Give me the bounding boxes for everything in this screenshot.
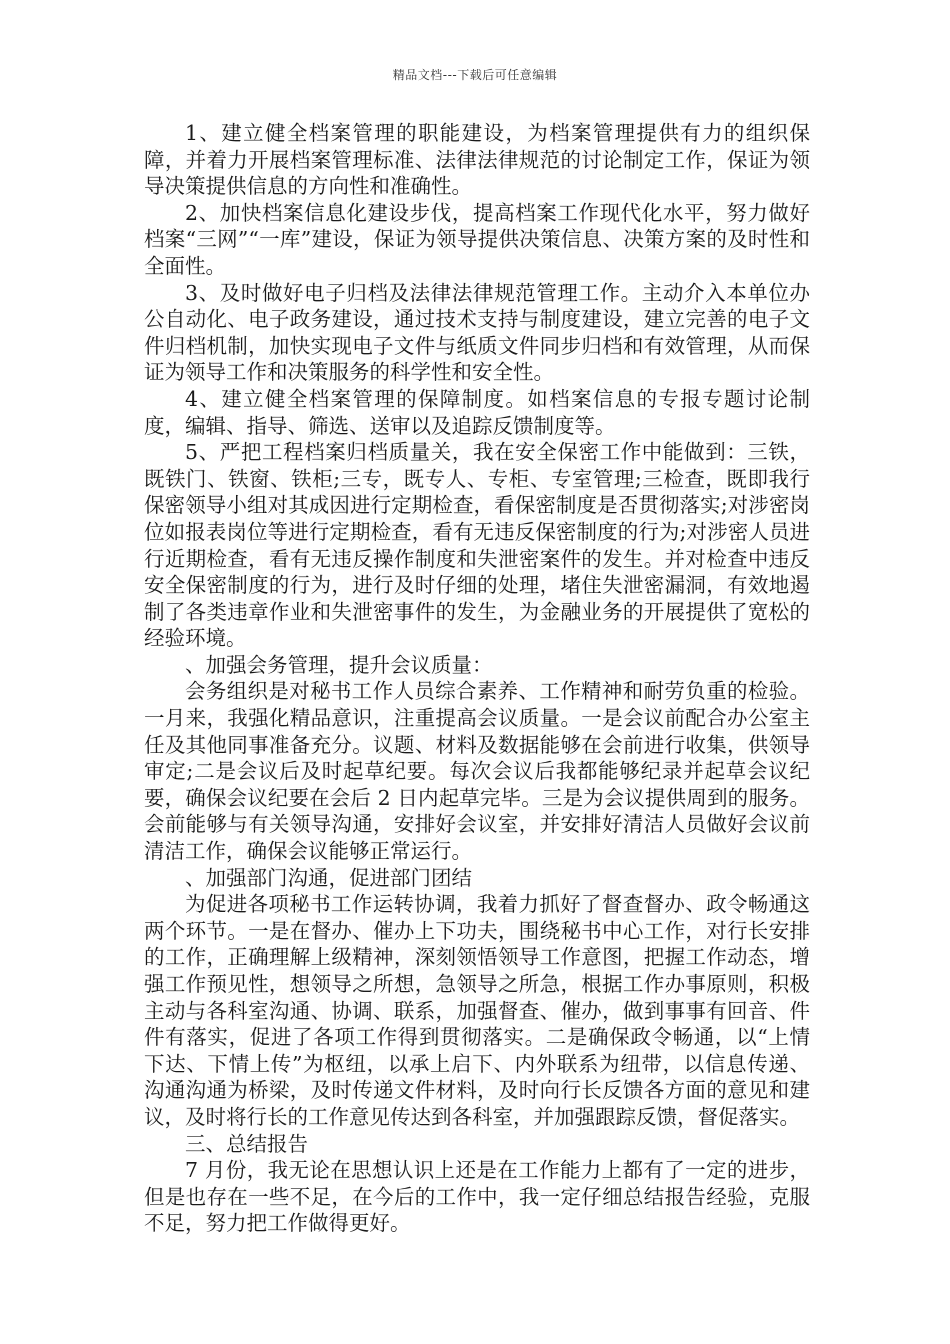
paragraph-meetings: 会务组织是对秘书工作人员综合素养、工作精神和耐劳负重的检验。一月来，我强化精品意识，注重提高会议质量。一是会议前配合办公室主任及其他同事准备充分。议题、材料及数据能够在会前进行收集，供领导审定;二是会议后及时起草纪要。每次会议后我都能够纪录并起草会议纪要，确保会议纪要在会后 2 日内起草完毕。三是为会议提供周到的服务。会前能够与有关领导沟通，安排好会议室，并安排好清洁人员做好会议前清洁工作，确保会议能够正常运行。 [144,679,810,864]
section-heading-communication: 、加强部门沟通，促进部门团结 [185,865,472,890]
paragraph-item-5: 5、严把工程档案归档质量关，我在安全保密工作中能做到：三铁，既铁门、铁窗、铁柜;三专，既专人、专柜、专室管理;三检查，既即我行保密领导小组对其成因进行定期检查，看保密制度是否贯彻落实;对涉密岗位如报表岗位等进行定期检查，看有无违反保密制度的行为;对涉密人员进行近期检查，看有无违反操作制度和失泄密案件的发生。并对检查中违反安全保密制度的行为，进行及时仔细的处理，堵住失泄密漏洞，有效地遏制了各类违章作业和失泄密事件的发生，为金融业务的开展提供了宽松的经验环境。 [144,440,810,651]
section-heading-summary: 三、总结报告 [185,1131,308,1156]
paragraph-item-4: 4、建立健全档案管理的保障制度。如档案信息的专报专题讨论制度，编辑、指导、筛选、送审以及追踪反馈制度等。 [144,386,810,438]
page-header: 精品文档---下载后可任意编辑 [392,68,558,82]
paragraph-item-1: 1、建立健全档案管理的职能建设，为档案管理提供有力的组织保障，并着力开展档案管理标准、法律法律规范的讨论制定工作，保证为领导决策提供信息的方向性和准确性。 [144,121,810,199]
paragraph-summary: 7 月份，我无论在思想认识上还是在工作能力上都有了一定的进步，但是也存在一些不足，在今后的工作中，我一定仔细总结报告经验，克服不足，努力把工作做得更好。 [144,1158,810,1236]
paragraph-communication: 为促进各项秘书工作运转协调，我着力抓好了督查督办、政令畅通这两个环节。一是在督办、催办上下功夫，围绕秘书中心工作，对行长安排的工作，正确理解上级精神，深刻领悟领导工作意图，把握工作动态，增强工作预见性，想领导之所想，急领导之所急，根据工作办事原则，积极主动与各科室沟通、协调、联系，加强督查、催办，做到事事有回音、件件有落实，促进了各项工作得到贯彻落实。二是确保政令畅通，以“上情下达、下情上传”为枢纽，以承上启下、内外联系为纽带，以信息传递、沟通沟通为桥梁，及时传递文件材料，及时向行长反馈各方面的意见和建议，及时将行长的工作意见传达到各科室，并加强跟踪反馈，督促落实。 [144,892,810,1129]
paragraph-item-3: 3、及时做好电子归档及法律法律规范管理工作。主动介入本单位办公自动化、电子政务建设，通过技术支持与制度建设，建立完善的电子文件归档机制，加快实现电子文件与纸质文件同步归档和有效管理，从而保证为领导工作和决策服务的科学性和安全性。 [144,280,810,385]
paragraph-item-2: 2、加快档案信息化建设步伐，提高档案工作现代化水平，努力做好档案“三网”“一库”建设，保证为领导提供决策信息、决策方案的及时性和全面性。 [144,200,810,278]
section-heading-meetings: 、加强会务管理，提升会议质量： [185,652,493,677]
document-body [144,120,810,1237]
